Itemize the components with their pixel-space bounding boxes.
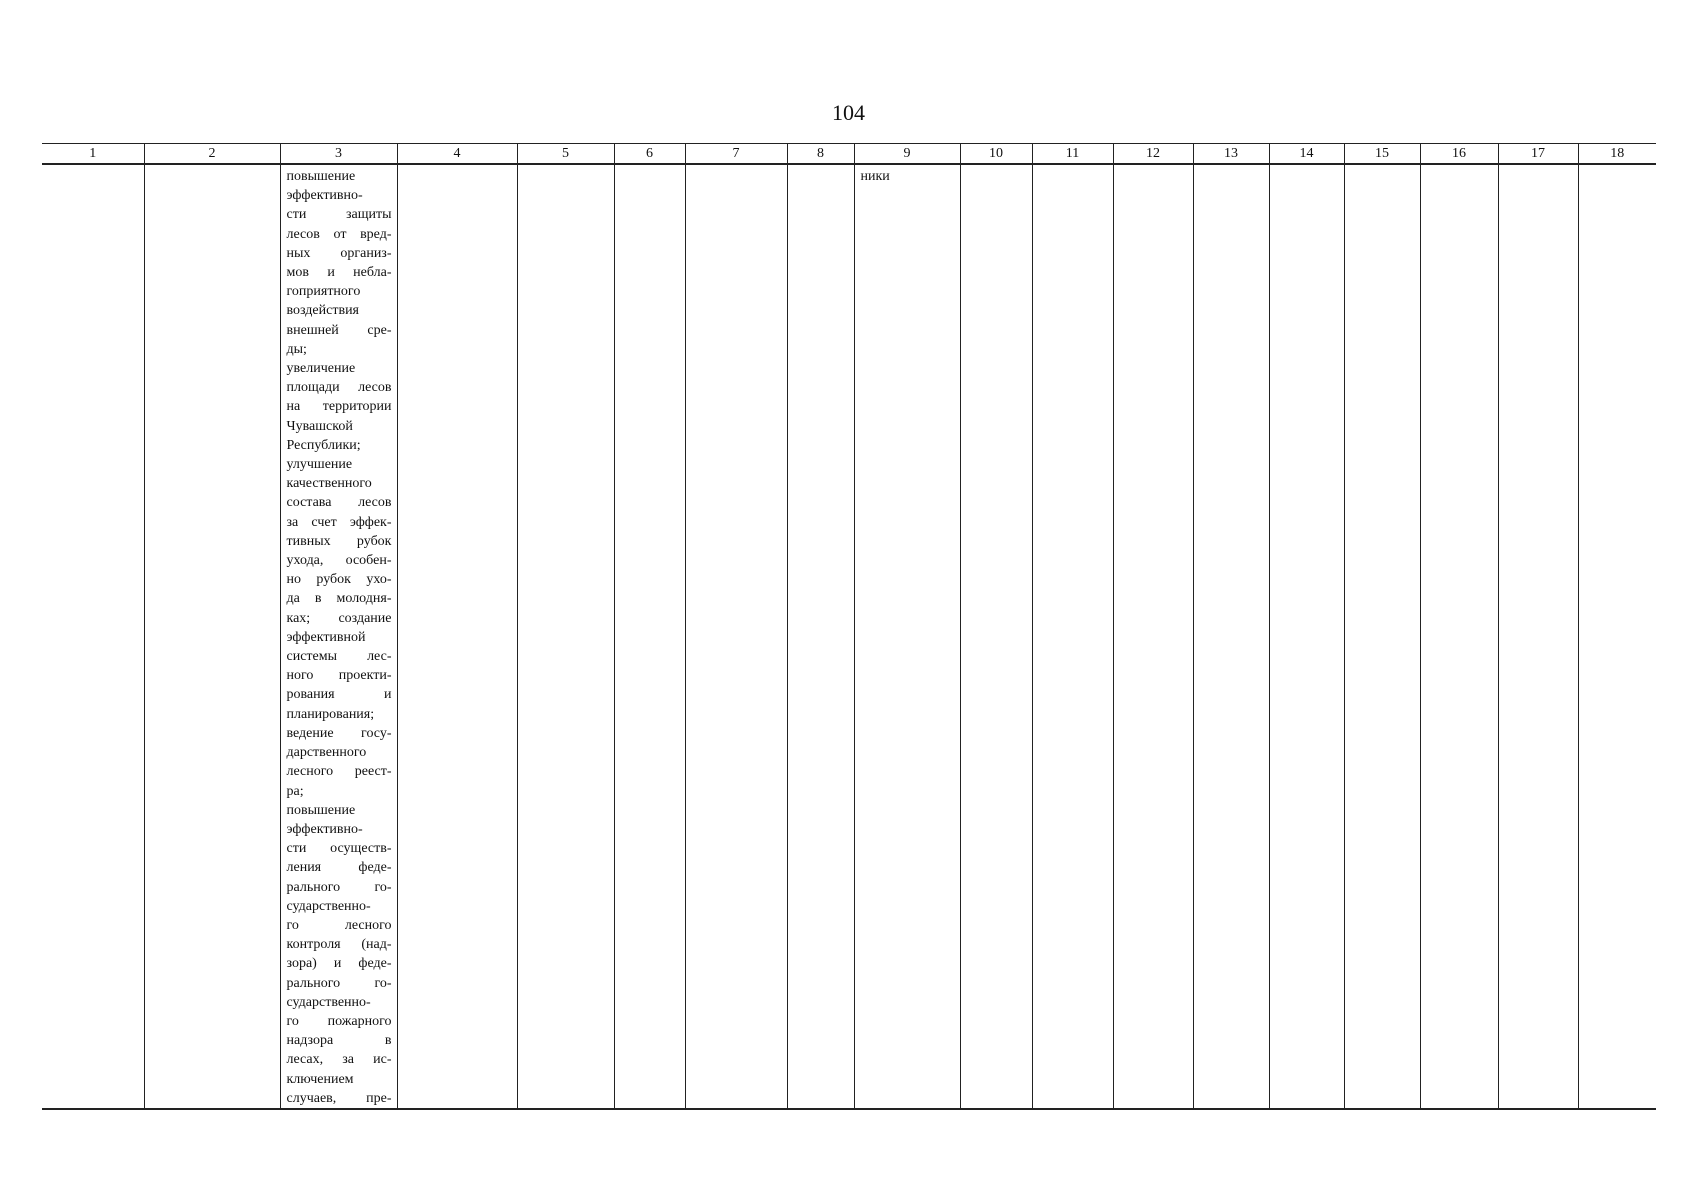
table-cell [42, 164, 144, 1109]
objectives-line: лесного реест- [286, 764, 392, 780]
table-cell [1269, 164, 1344, 1109]
table-cell [1498, 164, 1578, 1109]
program-table [42, 143, 1656, 1110]
column-header: 18 [1578, 144, 1656, 165]
table-cell [397, 164, 517, 1109]
objectives-line: внешней сре- [286, 322, 392, 338]
objectives-line: ра; [286, 783, 304, 799]
objectives-line: на территории [286, 399, 392, 415]
column-header: 6 [614, 144, 685, 165]
objectives-line: контроля (над- [286, 937, 392, 953]
objectives-line: ключением [286, 1071, 354, 1087]
objectives-line: системы лес- [286, 649, 392, 665]
objectives-line: сти осуществ- [286, 841, 392, 857]
objectives-line: ного проекти- [286, 668, 392, 684]
table-cell [685, 164, 787, 1109]
column-header: 5 [517, 144, 614, 165]
table-row [42, 164, 1656, 1109]
objectives-line: случаев, пре- [286, 1090, 392, 1106]
objectives-line: за счет эффек- [286, 514, 392, 530]
objectives-line: ления феде- [286, 860, 392, 876]
objectives-line: сударственно- [286, 898, 371, 914]
objectives-line: эффективной [286, 629, 366, 645]
objectives-line: го пожарного [286, 1013, 392, 1029]
column-header: 11 [1032, 144, 1113, 165]
objectives-line: рального го- [286, 975, 392, 991]
objectives-text [281, 165, 397, 1108]
column-header: 13 [1193, 144, 1269, 165]
table-cell [1578, 164, 1656, 1109]
objectives-line: тивных рубок [286, 533, 392, 549]
column-header: 2 [144, 144, 280, 165]
column-header: 3 [280, 144, 397, 165]
objectives-line: зора) и феде- [286, 956, 392, 972]
objectives-line: повышение [286, 802, 356, 818]
column-header: 8 [787, 144, 854, 165]
objectives-line: сти защиты [286, 207, 392, 223]
objectives-line: сударственно- [286, 994, 371, 1010]
page-number: 104 [832, 100, 865, 125]
objectives-line: надзора в [286, 1033, 392, 1049]
column-header: 12 [1113, 144, 1193, 165]
objectives-line: ды; [286, 341, 307, 357]
objectives-line: увеличение [286, 361, 356, 377]
column-header: 1 [42, 144, 144, 165]
objectives-line: рования и [286, 687, 392, 703]
objectives-line: го лесного [286, 917, 392, 933]
objectives-line: улучшение [286, 457, 353, 473]
column-header: 17 [1498, 144, 1578, 165]
objectives-line: ных организ- [286, 245, 392, 261]
objectives-line: эффективно- [286, 821, 363, 837]
objectives-line: гоприятного [286, 284, 361, 300]
column-header: 7 [685, 144, 787, 165]
objectives-line: но рубок ухо- [286, 572, 392, 588]
objectives-line: дарственного [286, 745, 367, 761]
objectives-line: качественного [286, 476, 372, 492]
table-cell-objectives [280, 164, 397, 1109]
column-header: 15 [1344, 144, 1420, 165]
objectives-line: лесах, за ис- [286, 1052, 392, 1068]
objectives-line: повышение [286, 169, 356, 184]
column-header: 14 [1269, 144, 1344, 165]
objectives-line: эффективно- [286, 188, 363, 204]
objectives-line: ках; создание [286, 610, 392, 626]
objectives-line: состава лесов [286, 495, 392, 511]
objectives-line: мов и небла- [286, 265, 392, 281]
objectives-line: рального го- [286, 879, 392, 895]
table-cell [1032, 164, 1113, 1109]
table-cell [144, 164, 280, 1109]
objectives-line: ведение госу- [286, 725, 392, 741]
table-cell [1420, 164, 1498, 1109]
col9-text: ники [860, 169, 890, 184]
column-header: 4 [397, 144, 517, 165]
objectives-line: площади лесов [286, 380, 392, 396]
column-header: 16 [1420, 144, 1498, 165]
table-cell-col9 [854, 164, 960, 1109]
objectives-line: лесов от вред- [286, 226, 392, 242]
objectives-line: Чувашской [286, 418, 353, 434]
objectives-line: планирования; [286, 706, 375, 722]
column-header: 9 [854, 144, 960, 165]
column-header: 10 [960, 144, 1032, 165]
objectives-line: да в молодня- [286, 591, 392, 607]
table-cell [960, 164, 1032, 1109]
objectives-line: воздействия [286, 303, 359, 319]
header-row [42, 144, 1656, 165]
table-cell [1113, 164, 1193, 1109]
table-cell [614, 164, 685, 1109]
table-cell [517, 164, 614, 1109]
objectives-line: ухода, особен- [286, 553, 392, 569]
table-cell [787, 164, 854, 1109]
table-cell [1193, 164, 1269, 1109]
objectives-line: Республики; [286, 437, 361, 453]
table-cell [1344, 164, 1420, 1109]
